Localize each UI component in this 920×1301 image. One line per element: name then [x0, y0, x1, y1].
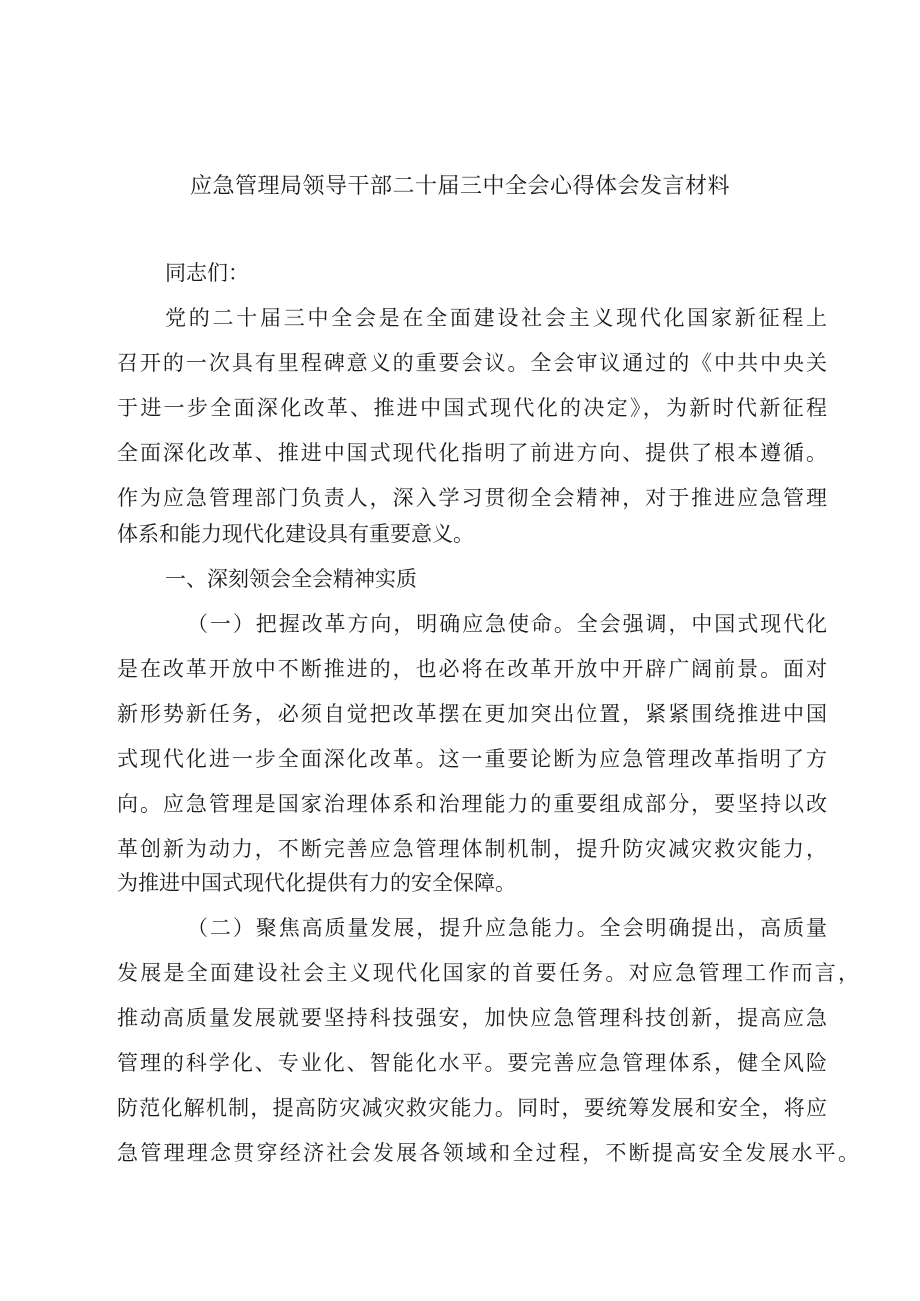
paragraph-line: 是在改革开放中不断推进的，也必将在改革开放中开辟广阔前景。面对 [117, 657, 827, 681]
paragraph-line: （一）把握改革方向，明确应急使命。全会强调，中国式现代化 [187, 612, 827, 636]
intro-line: 全面深化改革、推进中国式现代化指明了前进方向、提供了根本遵循。 [117, 441, 827, 465]
paragraph-line: 新形势新任务，必须自觉把改革摆在更加突出位置，紧紧围绕推进中国 [117, 702, 827, 726]
paragraph-line: 发展是全面建设社会主义现代化国家的首要任务。对应急管理工作而言， [117, 961, 859, 985]
section-heading: 一、深刻领会全会精神实质 [165, 567, 417, 591]
intro-line: 作为应急管理部门负责人，深入学习贯彻全会精神，对于推进应急管理 [117, 486, 827, 510]
paragraph-line: 向。应急管理是国家治理体系和治理能力的重要组成部分，要坚持以改 [117, 792, 827, 816]
intro-line: 党的二十届三中全会是在全面建设社会主义现代化国家新征程上 [165, 306, 827, 330]
salutation: 同志们： [165, 261, 249, 285]
paragraph-line: 防范化解机制，提高防灾减灾救灾能力。同时，要统筹发展和安全，将应 [117, 1096, 827, 1120]
intro-line: 于进一步全面深化改革、推进中国式现代化的决定》，为新时代新征程 [117, 396, 827, 420]
paragraph-line: （二）聚焦高质量发展，提升应急能力。全会明确提出，高质量 [187, 916, 827, 940]
paragraph-line: 急管理理念贯穿经济社会发展各领域和全过程，不断提高安全发展水平。 [117, 1141, 859, 1165]
paragraph-line: 式现代化进一步全面深化改革。这一重要论断为应急管理改革指明了方 [117, 747, 827, 771]
paragraph-line: 推动高质量发展就要坚持科技强安，加快应急管理科技创新，提高应急 [117, 1006, 827, 1030]
intro-line: 召开的一次具有里程碑意义的重要会议。全会审议通过的《中共中央关 [117, 351, 827, 375]
document-title: 应急管理局领导干部二十届三中全会心得体会发言材料 [189, 174, 730, 199]
intro-line: 体系和能力现代化建设具有重要意义。 [117, 522, 474, 546]
paragraph-line: 革创新为动力，不断完善应急管理体制机制，提升防灾减灾救灾能力， [117, 837, 827, 861]
paragraph-line: 管理的科学化、专业化、智能化水平。要完善应急管理体系，健全风险 [117, 1051, 827, 1075]
paragraph-line: 为推进中国式现代化提供有力的安全保障。 [117, 871, 516, 895]
